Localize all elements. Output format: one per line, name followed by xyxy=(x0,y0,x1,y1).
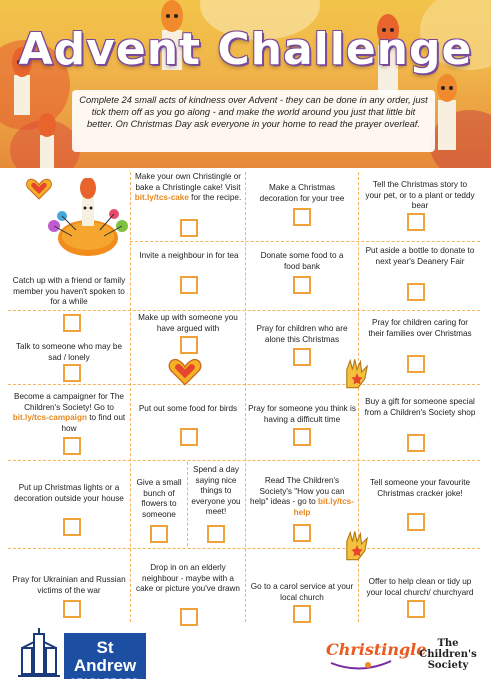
task-checkbox[interactable] xyxy=(150,525,168,543)
task-checkbox[interactable] xyxy=(180,428,198,446)
task-checkbox[interactable] xyxy=(180,336,198,354)
task-talk: Talk to someone who may be sad / lonely xyxy=(15,342,123,362)
task-clean: Offer to help clean or tidy up your local church/ churchyard xyxy=(366,577,474,597)
st-andrew-logo xyxy=(64,633,146,687)
task-checkbox[interactable] xyxy=(207,525,225,543)
task-checkbox[interactable] xyxy=(407,355,425,373)
task-pray-ukraine: Pray for Ukrainian and Russian victims of the war xyxy=(12,575,126,595)
task-elderly: Drop in on an elderly neighbour - maybe with a cake or picture you've drawn xyxy=(136,563,240,593)
task-bottle: Put aside a bottle to donate to next year's Deanery Fair xyxy=(365,246,475,266)
task-checkbox[interactable] xyxy=(293,276,311,294)
task-story: Tell the Christmas story to your pet, or to a plant or teddy bear xyxy=(365,180,475,210)
page-title: Advent Challenge xyxy=(18,24,473,75)
task-checkbox[interactable] xyxy=(63,437,81,455)
task-link[interactable]: bit.ly/tcs-cake xyxy=(134,193,189,202)
task-pray-alone: Pray for children who are alone this Christmas xyxy=(256,324,348,344)
hand-star-icon xyxy=(340,356,374,390)
task-gift: Buy a gift for someone special from a Children's Society shop xyxy=(364,397,476,417)
christingle-orange-illustration xyxy=(42,178,132,258)
task-campaigner xyxy=(12,392,126,434)
task-ideas xyxy=(250,476,354,518)
grid-divider xyxy=(8,384,480,385)
childrens-society-logo xyxy=(414,638,482,671)
christingle-swoosh-icon xyxy=(326,659,396,673)
task-text: to find out how xyxy=(61,413,126,433)
logo-text: St Andrew xyxy=(73,638,137,675)
task-checkbox[interactable] xyxy=(180,276,198,294)
task-checkbox[interactable] xyxy=(180,608,198,626)
task-checkbox[interactable] xyxy=(63,364,81,382)
task-lights: Put up Christmas lights or a decoration outside your house xyxy=(14,483,124,503)
task-checkbox[interactable] xyxy=(407,213,425,231)
grid-divider xyxy=(8,460,480,461)
candle-character xyxy=(38,113,56,168)
grid-divider xyxy=(130,241,480,242)
task-decoration: Make a Christmas decoration for your tree xyxy=(259,183,345,203)
grid-divider xyxy=(245,172,246,622)
task-joke: Tell someone your favourite Christmas cracker joke! xyxy=(369,478,471,498)
task-neighbour-tea: Invite a neighbour in for tea xyxy=(139,251,239,260)
task-carol: Go to a carol service at your local church xyxy=(250,582,354,602)
christingle-logo xyxy=(326,640,427,680)
task-checkbox[interactable] xyxy=(63,314,81,332)
task-checkbox[interactable] xyxy=(407,600,425,618)
logo-text: STAPLEFORD xyxy=(69,677,141,687)
intro-text: Complete 24 small acts of kindness over Advent - they can be done in any order, just tick them off as you go along - and make the world around you just that little bit better. On Christmas Day ask everyone in your home to read the prayer overleaf. xyxy=(72,90,435,152)
header-banner xyxy=(0,0,491,168)
task-checkbox[interactable] xyxy=(63,600,81,618)
task-text: Become a campaigner for The Children's Society! Go to xyxy=(14,392,124,412)
task-link[interactable]: bit.ly/tcs-help xyxy=(293,497,354,517)
logo-text: Society xyxy=(427,660,469,671)
task-checkbox[interactable] xyxy=(293,208,311,226)
task-checkbox[interactable] xyxy=(407,434,425,452)
grid-divider xyxy=(8,548,480,549)
task-text: Read The Children's Society's "How you can help" ideas - go to xyxy=(250,476,345,506)
task-birds: Put out some food for birds xyxy=(138,404,238,413)
task-checkbox[interactable] xyxy=(293,428,311,446)
task-christingle xyxy=(134,172,242,204)
task-checkbox[interactable] xyxy=(407,283,425,301)
task-checkbox[interactable] xyxy=(63,518,81,536)
task-make-up: Make up with someone you have argued with xyxy=(138,313,238,333)
heart-icon xyxy=(168,358,202,386)
logo-text: Children's xyxy=(419,649,477,660)
church-logo-icon xyxy=(18,628,60,680)
task-checkbox[interactable] xyxy=(407,513,425,531)
candle-character xyxy=(437,74,457,150)
task-flowers: Give a small bunch of flowers to someone xyxy=(136,478,182,519)
task-pray-difficult: Pray for someone you think is having a difficult time xyxy=(248,404,356,424)
task-text: for the recipe. xyxy=(188,193,242,202)
task-text: Make your own Christingle or bake a Christingle cake! Visit xyxy=(134,172,242,192)
task-pray-caring: Pray for children caring for their families over Christmas xyxy=(368,318,472,338)
task-checkbox[interactable] xyxy=(293,348,311,366)
grid-divider xyxy=(8,310,480,311)
task-checkbox[interactable] xyxy=(293,524,311,542)
task-food-bank: Donate some food to a food bank xyxy=(260,251,344,271)
hand-star-icon xyxy=(340,528,374,562)
task-checkbox[interactable] xyxy=(293,605,311,623)
task-link[interactable]: bit.ly/tcs-campaign xyxy=(12,413,87,422)
logo-text: The xyxy=(437,638,459,649)
task-checkbox[interactable] xyxy=(180,219,198,237)
task-nice-things: Spend a day saying nice things to everyone you meet! xyxy=(191,465,241,516)
task-catch-up: Catch up with a friend or family member you haven't spoken to for a while xyxy=(12,276,126,306)
logo-text: Christingle xyxy=(326,640,427,659)
grid-divider xyxy=(187,462,188,546)
